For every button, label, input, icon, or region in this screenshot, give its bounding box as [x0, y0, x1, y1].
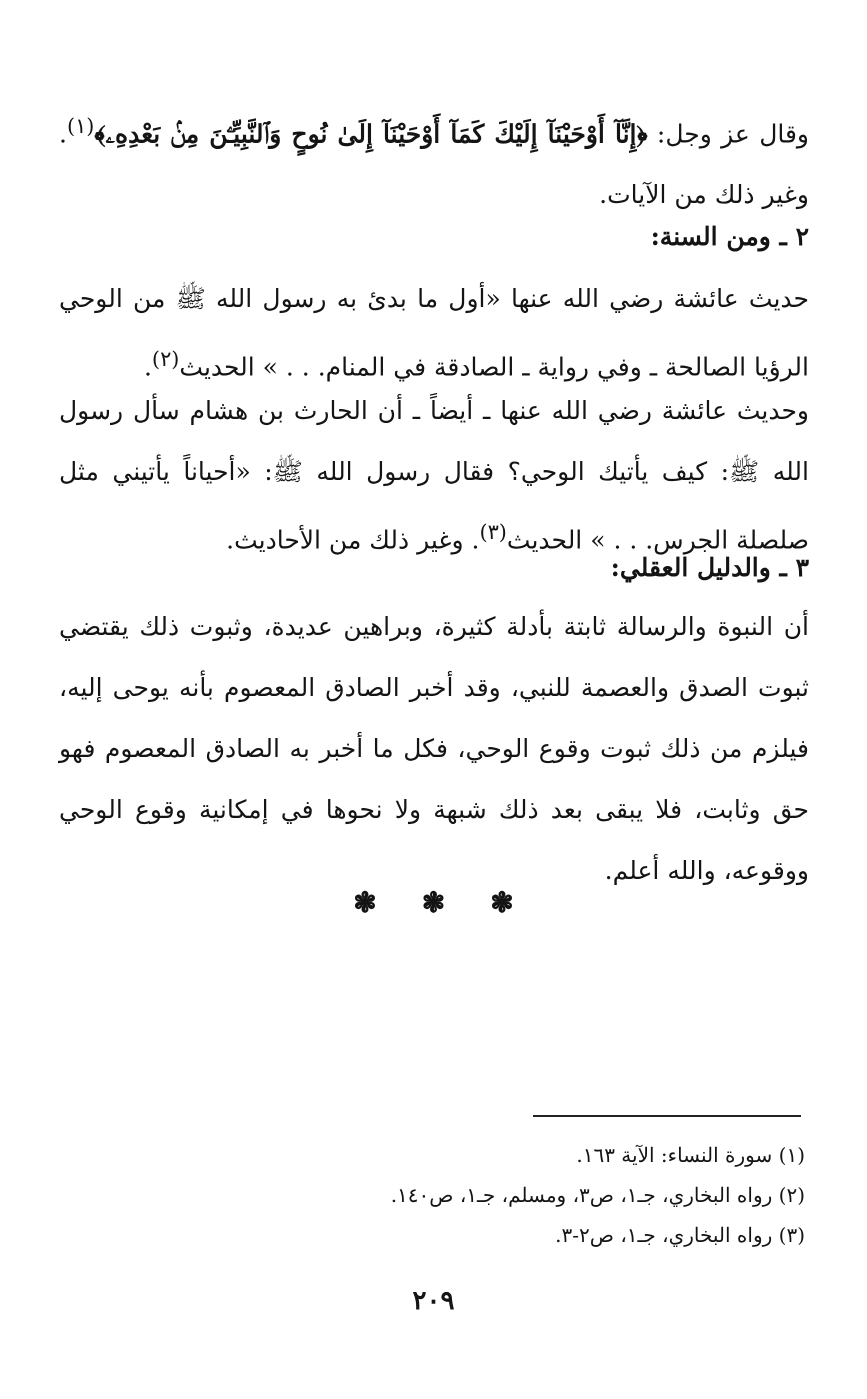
star-ornament-icon: ❃	[421, 886, 446, 919]
hadith-2-end: . وغير ذلك من الأحاديث.	[226, 525, 480, 555]
footnote-ref-3: (٣)	[479, 520, 507, 544]
paragraph-hadith-2	[59, 380, 809, 570]
heading-sunnah: ٢ ـ ومن السنة:	[650, 222, 809, 251]
footnote-1: (١) سورة النساء: الآية ١٦٣.	[576, 1143, 805, 1167]
paragraph-hadith-1	[59, 268, 809, 397]
footnote-ref-2: (٢)	[151, 347, 180, 371]
heading-rational-evidence: ٣ ـ والدليل العقلي:	[610, 553, 809, 582]
verse-intro: وقال عز وجل:	[647, 119, 809, 149]
quran-verse: ﴿إِنَّآ أَوْحَيْنَآ إِلَيْكَ كَمَآ أَوْحَيْنَآ إِلَىٰ نُوحٍ وَٱلنَّبِيِّـۧنَ مِنۢ بَعْدِهِۦ﴾	[94, 119, 648, 149]
footnote-2: (٢) رواه البخاري، جـ١، ص٣، ومسلم، جـ١، ص١٤٠.	[390, 1183, 805, 1207]
star-ornament-icon: ❃	[353, 886, 377, 919]
verse-outro: . وغير ذلك من الآيات.	[59, 119, 809, 210]
footnote-3: (٣) رواه البخاري، جـ١، ص٢-٣.	[555, 1223, 805, 1247]
star-ornament-icon: ❃	[490, 886, 514, 919]
page-number: ٢٠٩	[412, 1286, 455, 1316]
section-separator	[0, 886, 867, 919]
footnote-divider	[533, 1115, 801, 1117]
hadith-1-end: .	[143, 352, 152, 382]
footnote-ref-1: (١)	[66, 114, 95, 138]
hadith-1-text: حديث عائشة رضي الله عنها «أول ما بدئ به رسول الله ﷺ من الوحي الرؤيا الصالحة ـ وفي رواية ـ الصادقة في المنام. . . » الحديث	[59, 284, 809, 382]
paragraph-quran-verse	[59, 96, 809, 225]
hadith-2-text: وحديث عائشة رضي الله عنها ـ أيضاً ـ أن الحارث بن هشام سأل رسول الله ﷺ: كيف يأتيك الوحي؟ فقال رسول الله ﷺ: «أحياناً يأتيني مثل صلصلة الجرس. . . » الحديث	[59, 396, 809, 555]
paragraph-rational-evidence: أن النبوة والرسالة ثابتة بأدلة كثيرة، وبراهين عديدة، وثبوت ذلك يقتضي ثبوت الصدق والعصمة للنبي، وقد أخبر الصادق المعصوم بأنه يوحى إليه، فيلزم من ذلك ثبوت وقوع الوحي، فكل ما أخبر به الصادق المعصوم فهو حق وثابت، فلا يبقى بعد ذلك شبهة ولا نحوها في إمكانية وقوع الوحي ووقوعه، والله أعلم.	[59, 612, 809, 885]
